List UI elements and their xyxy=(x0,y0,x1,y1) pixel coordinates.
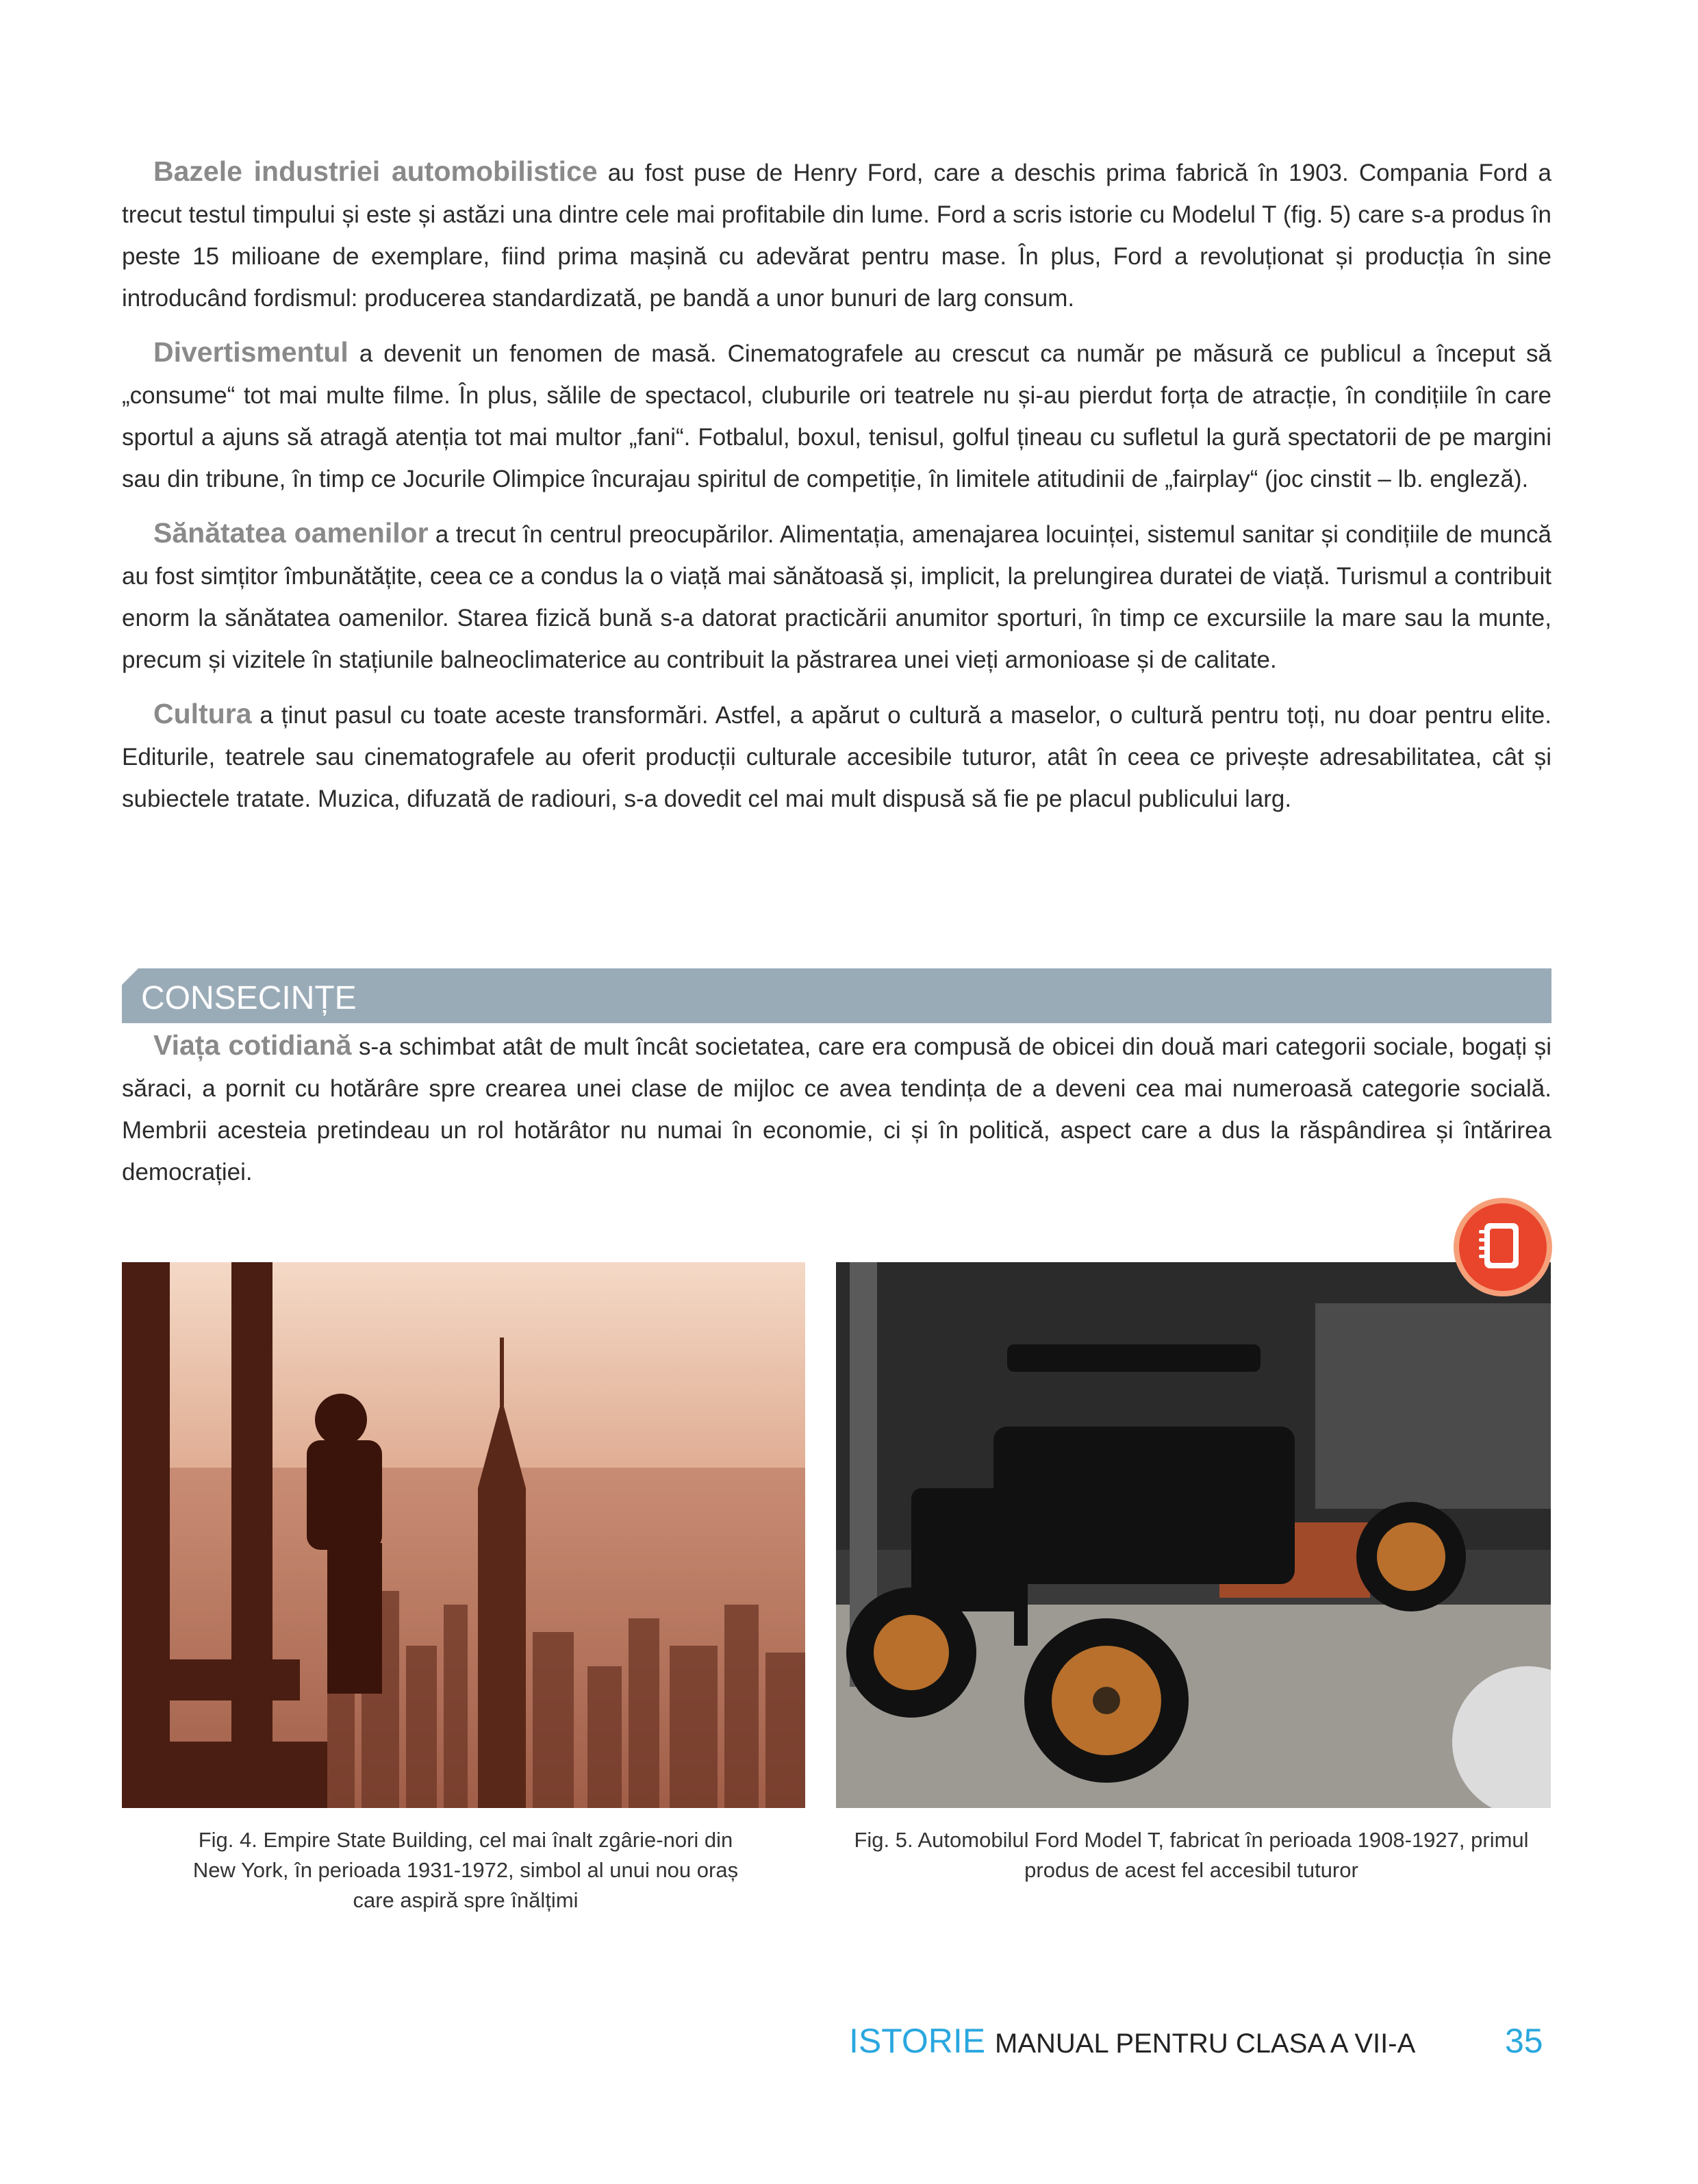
section-corner-notch xyxy=(122,968,138,985)
paragraph-lead: Cultura xyxy=(153,698,252,729)
paragraph-automobile xyxy=(122,151,1551,319)
section-body-text xyxy=(122,1025,1551,1205)
paragraph-text: a devenit un fenomen de masă. Cinematografele au crescut ca număr pe măsură ce publicul a început să „consume“ tot mai multe filme. În plus, sălile de spectacol, cluburile ori teatrele nu și-au pierdut forța de atracție, în condițiile în care sportul a ajuns să atragă atenția tot mai multor „fani“. Fotbalul, boxul, tenisul, golful țineau cu sufletul la gură spectatorii de pe margini sau din tribune, în timp ce Jocurile Olimpice încurajau spiritul de competiție, în limitele atitudinii de „fairplay“ (joc cinstit – lb. engleză). xyxy=(122,340,1551,492)
footer-title: MANUAL PENTRU CLASA A VII-A xyxy=(995,2029,1416,2059)
paragraph-daily-life xyxy=(122,1025,1551,1193)
paragraph-culture xyxy=(122,693,1551,820)
page-number: 35 xyxy=(1505,2022,1543,2060)
figure-4-photo xyxy=(122,1262,805,1808)
paragraph-lead: Sănătatea oamenilor xyxy=(153,517,429,549)
book-icon xyxy=(1452,1196,1554,1298)
section-header-bar xyxy=(122,968,1551,1023)
footer-subject: ISTORIE xyxy=(849,2022,986,2060)
figure-5-photo xyxy=(836,1262,1551,1808)
paragraph-entertainment xyxy=(122,331,1551,500)
figure-4-caption: Fig. 4. Empire State Building, cel mai înalt zgârie-nori din New York, în perioada 1931-1972, simbol al unui nou oraș care aspiră spre înălțimi xyxy=(192,1828,739,1912)
section-title: CONSECINȚE xyxy=(141,980,357,1016)
paragraph-lead: Bazele industriei automobilistice xyxy=(153,155,598,187)
paragraph-text: s-a schimbat atât de mult încât societatea, care era compusă de obicei din două mari categorii sociale, bogați și săraci, a pornit cu hotărâre spre crearea unei clase de mijloc ce avea tendința de a deveni cea mai numeroasă categorie socială. Membrii acesteia pretindeau un rol hotărâtor nu numai în economie, ci și în politică, aspect care a dus la răspândirea și întărirea democrației. xyxy=(122,1033,1551,1185)
paragraph-text: au fost puse de Henry Ford, care a deschis prima fabrică în 1903. Compania Ford a trecut testul timpului și este și astăzi una dintre cele mai profitabile din lume. Ford a scris istorie cu Modelul T (fig. 5) care s-a produs în peste 15 milioane de exemplare, fiind prima mașină cu adevărat pentru mase. În plus, Ford a revoluționat și producția în sine introducând fordismul: producerea standardizată, pe bandă a unor bunuri de larg consum. xyxy=(122,160,1551,312)
paragraph-lead: Divertismentul xyxy=(153,336,349,368)
paragraph-text: a trecut în centrul preocupărilor. Alimentația, amenajarea locuinței, sistemul sanitar și condițiile de muncă au fost simțitor îmbunătățite, ceea ce a condus la o viață mai sănătoasă și, implicit, la prelungirea duratei de viață. Turismul a contribuit enorm la sănătatea oamenilor. Starea fizică bună s-a datorat practicării anumitor sporturi, în timp ce excursiile la mare sau la munte, precum și vizitele în stațiunile balneoclimaterice au contribuit la păstrarea unei vieți armonioase și de calitate. xyxy=(122,521,1552,673)
paragraph-lead: Viața cotidiană xyxy=(153,1029,352,1061)
figure-5-caption: Fig. 5. Automobilul Ford Model T, fabricat în perioada 1908-1927, primul produs de acest fel accesibil tuturor xyxy=(854,1828,1529,1882)
body-text xyxy=(122,151,1551,832)
paragraph-text: a ținut pasul cu toate aceste transformări. Astfel, a apărut o cultură a maselor, o cultură pentru toți, nu doar pentru elite. Editurile, teatrele sau cinematografele au oferit producții culturale accesibile tuturor, atât în ceea ce privește adresabilitatea, cât și subiectele tratate. Muzica, difuzată de radiouri, s-a dovedit cel mai mult dispusă să fie pe placul publicului larg. xyxy=(122,702,1551,812)
paragraph-health xyxy=(122,512,1551,681)
